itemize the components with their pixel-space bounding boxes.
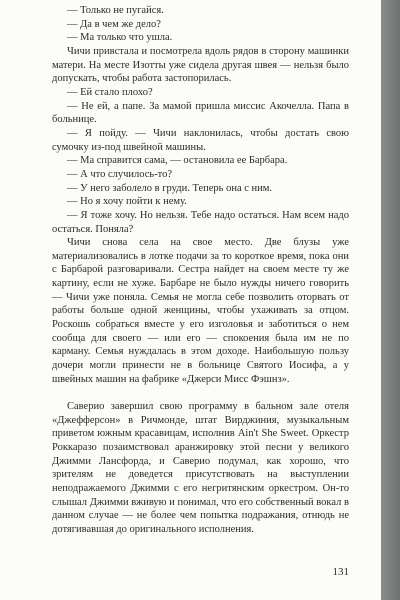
paragraph: — Да в чем же дело? bbox=[67, 18, 161, 30]
paragraph: — Но я хочу пойти к нему. bbox=[67, 196, 187, 208]
paragraph: Саверио завершил свою программу в бальном зале отеля «Джефферсон» в Ричмонде, штат Вирджиния, музыкальным приветом южным красавицам, исполнив Ain't She Sweet. Оркестр Роккаразо позаимствовал аранжировку этой песни у великого Джимми Лансфорда, и Саверио подумал, как хорошо, что зрителям не доведется присутствовать на выступлении неподражаемого Джимми с его негритянским оркестром. Он-то слышал Джимми вживую и понимал, что его собственный вокал в данном случае — не более чем попытка подражания, отнюдь не дотягивавшая до оригинального исполнения. bbox=[52, 401, 349, 535]
paragraph: — Ей стало плохо? bbox=[67, 86, 153, 98]
page-number: 131 bbox=[332, 566, 349, 578]
paragraph: — Только не пугайся. bbox=[67, 5, 164, 16]
paragraph: — Я пойду. — Чичи наклонилась, чтобы достать свою сумочку из-под швейной машины. bbox=[52, 127, 349, 153]
paragraph: — Ма только что ушла. bbox=[67, 32, 173, 44]
paragraph: — Ма справится сама, — остановила ее Барбара. bbox=[67, 155, 288, 167]
paragraph: Чичи привстала и посмотрела вдоль рядов в сторону машинки матери. На месте Изотты уже сидела другая швея — нельзя было допускать, чтобы работа застопорилась. bbox=[52, 45, 349, 85]
paragraph: — Я тоже хочу. Но нельзя. Тебе надо остаться. Нам всем надо остаться. Поняла? bbox=[52, 209, 349, 235]
paragraph: — Не ей, а папе. За мамой пришла миссис Акочелла. Папа в больнице. bbox=[52, 100, 349, 126]
paragraph: — У него заболело в груди. Теперь она с ним. bbox=[67, 182, 273, 194]
paragraph: — А что случилось-то? bbox=[67, 168, 173, 180]
book-edge bbox=[381, 0, 400, 600]
body-text bbox=[52, 4, 349, 537]
paragraph: Чичи снова села на свое место. Две блузы уже материализовались в лотке подачи за то короткое время, пока они с Барбарой разговаривали. Сестра найдет на своем месте ту же картину, если не хуже. Барбаре не было нужды ничего говорить — Чичи уже поняла. Семья не могла себе позволить оторвать от работы больше одной женщины, чтобы ухаживать за отцом. Роскошь собраться вместе у его изголовья и заботиться о нем сообща для своего — или его — спокоения была им не по карману. Семья нуждалась в этом доходе. Наибольшую пользу дочери могли принести не в больнице Святого Иосифа, а у швейных машин на фабрике «Джерси Мисс Фэшнз». bbox=[52, 237, 349, 385]
